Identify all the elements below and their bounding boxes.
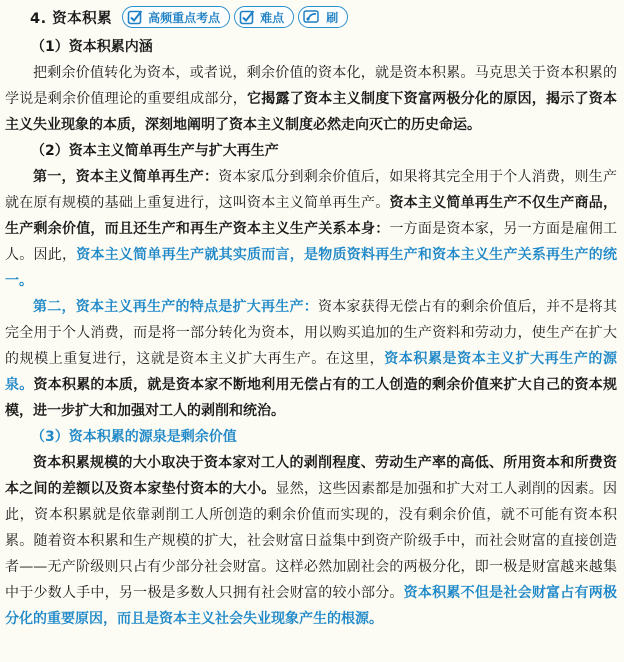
bold-text: 资本积累的本质，就是资本家不断地利用无偿占有的工人创造的剩余价值来扩大自己的资本规模，进一步扩大和加强对工人的剥削和统治。 <box>5 377 618 419</box>
subheading-2: （2）资本主义简单再生产与扩大再生产 <box>31 143 279 159</box>
paragraph-4 <box>5 450 617 632</box>
tag-difficult <box>234 6 294 28</box>
tag-label: 刷 <box>326 10 339 25</box>
document-body <box>5 34 617 632</box>
brush-icon <box>303 9 321 25</box>
tag-label: 难点 <box>260 10 285 25</box>
bold-text: 它揭露了资本主义制度下资富两极分化的原因，揭示了资本主义失业现象的本质，深刻地阐明了资本主义制度必然走向灭亡的历史命运。 <box>5 91 617 133</box>
text-span: 资本家瓜分到剩余价值后，如果将其完全用于个人消费，则生产就在原有规模的基础上重复进行，这叫资本主义简单再生产。 <box>5 169 617 211</box>
check-icon <box>127 9 143 25</box>
tag-high-frequency <box>122 6 230 28</box>
text-span: 一方面是资本家，另一方面是雇佣工人。因此， <box>5 221 618 263</box>
tag-brush <box>298 6 348 28</box>
blue-bold-text: 资本积累是资本主义扩大再生产的源泉。 <box>5 351 617 393</box>
text-span: 资本家获得无偿占有的剩余价值后，并不是将其完全用于个人消费，而是将一部分转化为资本，用以购买追加的生产资料和劳动力，使生产在扩大的规模上重复进行，这就是资本主义扩大再生产。在这里， <box>5 299 617 367</box>
blue-bold-text: 资本积累不但是社会财富占有两极分化的重要原因，而且是资本主义社会失业现象产生的根源。 <box>5 585 618 627</box>
blue-bold-text: 第二，资本主义再生产的特点是扩大再生产： <box>33 299 318 315</box>
paragraph-1 <box>5 60 617 138</box>
paragraph-2 <box>5 164 617 294</box>
subheading-3: （3）资本积累的源泉是剩余价值 <box>31 429 237 445</box>
tag-label: 高频重点考点 <box>148 10 221 25</box>
section-title: 4. 资本积累 <box>30 10 113 27</box>
bold-text: 资本主义简单再生产不仅生产商品，生产剩余价值，而且还生产和再生产资本主义生产关系本身： <box>5 195 618 237</box>
bold-text: 资本积累规模的大小取决于资本家对工人的剥削程度、劳动生产率的高低、所用资本和所费资本之间的差额以及资本家垫付资本的大小。 <box>5 455 617 497</box>
subheading-1: （1）资本积累内涵 <box>31 39 153 55</box>
blue-bold-text: 资本主义简单再生产就其实质而言，是物质资料再生产和资本主义生产关系再生产的统一。 <box>5 247 618 289</box>
paragraph-3 <box>5 294 617 424</box>
text-span: 把剩余价值转化为资本，或者说，剩余价值的资本化，就是资本积累。马克思关于资本积累的学说是剩余价值理论的重要组成部分， <box>5 65 617 107</box>
bold-text: 第一，资本主义简单再生产： <box>33 169 219 185</box>
text-span: 显然，这些因素都是加强和扩大对工人剥削的因素。因此，资本积累就是依靠剥削工人所创造的剩余价值而实现的，没有剩余价值，就不可能有资本积累。随着资本积累和生产规模的扩大，社会财富日益集中到资产阶级手中，而社会财富的直接创造者——无产阶级则只占有少部分社会财富。这样必然加剧社会的两极分化，即一极是财富越来越集中于少数人手中，另一极是多数人只拥有社会财富的较小部分。 <box>5 481 618 601</box>
section-header <box>30 4 348 30</box>
check-icon <box>239 9 255 25</box>
